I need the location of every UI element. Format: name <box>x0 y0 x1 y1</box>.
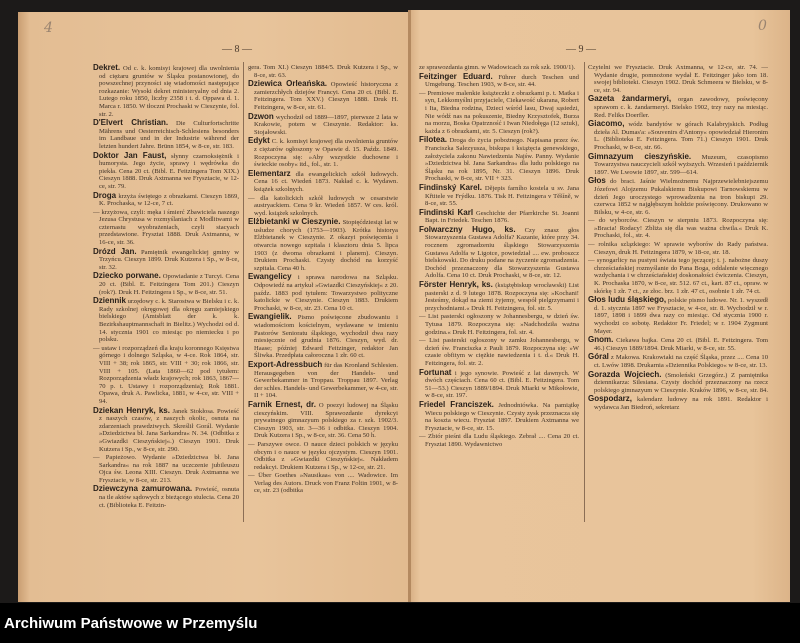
bibliography-entry <box>419 433 579 448</box>
entry-text: Od c. k. komisyi krajowej dla uwolnienia od ciężaru gruntów w Śląsku postanowionej, do powszechnej przyności się wiadomości następujące rozkazanie: Wysoki dekret ministeryalny od dnia 2. Lutego roku 1850, liczby 2358 i t. d. Oppawa d. 1. Marca r. 1850. W tłoczni Prochaski w Cieszynie, fol. str. 2. <box>99 65 239 118</box>
bibliography-entry <box>248 218 398 272</box>
entry-heading: D'Elvert Christian. <box>93 118 169 128</box>
entry-text: Droga do życia pobożnego. Napisana przez św. Franciszka Salezyusza, biskupa i książęcia genewskiego, założyciela zakonu Nawiedzenia Najśw. Panny. Wydanie »Dziedzictwa bł. Jana Sarkandra« dla ludu polskiego na Śląsku na rok 1895, Nr. 31. Cieszyn 1896. Druk Prochaski, w 8-ce, str. VII + 323. <box>425 137 579 183</box>
entry-text: für das Kronland Schlesien. Herausgegeben von der Handels- und Gewerbekammer in Troppau. Troppau 1897. Verlag der schles. Handels- und Gewerbekammer, w 4-ce, str. II + 104. <box>254 361 398 400</box>
entry-heading: Ewangelicy <box>248 272 292 282</box>
entry-text: Janek Stokłosa. Powieść z naszych czasów, z naszych okolic, osnuta na zdarzeniach prawdziwych. Skreślił Gorál. Wydanie »Dziedzictwa bł. Jana Sarkandra« N. 34. (Odbitka z »Gwiazdki Cieszyńskiej«.) Cieszyn 1901. Druk Kutzera i Sp., w 8-ce, str. 290. <box>99 407 239 453</box>
right-page-column-1 <box>419 64 579 450</box>
entry-heading: Elementarz <box>248 168 291 178</box>
entry-text: Die Culturfortschritte Mährens und Oesterreichisch-Schlesiens besonders im Landbaue und in der Industrie während der letzten hundert Jahre. Brünn 1854, w 8-ce, str. 183. <box>99 120 240 150</box>
entry-heading: Findinski Karl <box>419 207 474 217</box>
bibliography-entry <box>93 152 239 191</box>
bibliography-entry <box>588 336 768 352</box>
bibliography-entry <box>248 441 398 471</box>
entry-text: — synogarlicy na pustyni świata tego jęczącej; t. j. nabożne duszy chrześciańskiej rozmyślanie do Pana Boga, oddalenie więcznego wzdychania i w chrześciańskiej doskonałości ćwiczenia. Cieszyn, K. Prochaska 1870, w 8-ce, str. 512. 67 ct., kart. 87 ct., opraw. w skórkę 1 złr. 7 ct., ze złoc. brz. 1 złr. 47 ct., osobnie 1 złr. 74 ct. <box>588 257 768 295</box>
entry-heading: Głos ludu śląskiego, <box>588 295 667 305</box>
bibliography-entry <box>248 273 398 312</box>
bibliography-entry <box>588 371 768 395</box>
bibliography-entry <box>419 369 579 400</box>
bibliography-entry <box>419 73 579 89</box>
entry-text: — Über Goethes »Nausikaa« von .... Wadowice. Im Verlag des Autors. Druck von Franz Foltin 1901, w 8-ce, str. 23 (odbitka <box>248 472 398 495</box>
handwritten-mark-left: 4 <box>44 20 53 36</box>
entry-text: Jednodniówka. Na pamiątkę Wiecu polskiego w Cieszynie. Czysty zysk przeznacza się na koszta wiecu. Frysztat 1897. Drukiem Axtmanna we Frysztacie, w 8-ce, str. 15. <box>425 401 579 432</box>
entry-heading: Głos <box>588 176 606 186</box>
entry-text: — dla katolickich szkół ludowych w cesarstwie austryackiem. Cena 9 kr. Wiedeń 1857. W ces. król. wyd. książek szkolnych. <box>248 194 398 217</box>
entry-heading: Gorazda Wojciech. <box>588 369 662 379</box>
entry-text: Pismo poświęcone zbudowaniu i wiadomościom kościelnym, wydawane w imieniu Pastorów Senioratu śląskiego, wychodził dwa razy miesięcznie od grudnia 1876. Cieszyn, wyd. dr. Haase; później Edward Feitzinger, redaktor Jan Śliwka. Przedpłata całoroczna 1 złr. 60 ct. <box>254 314 398 360</box>
bibliography-entry <box>588 395 768 411</box>
book-spine <box>408 10 411 602</box>
bibliography-entry <box>248 64 398 79</box>
bibliography-entry <box>588 153 768 177</box>
bibliography-entry <box>248 361 398 400</box>
bibliography-entry <box>419 64 579 72</box>
entry-heading: Dziecko porwane. <box>93 271 161 281</box>
entry-text: — List pasterski ogłoszony w zamku Johannesbergu, w dzień św. Franciszka z Pauli 1879. Rozpoczyna się: »W czasie obfitym w ciężkie nawiedzenia i t. d.« Druk H. Feitzingera, fol. str. 2. <box>419 337 579 367</box>
handwritten-mark-right: 0 <box>758 18 767 34</box>
entry-heading: Gnom. <box>588 335 614 345</box>
entry-text: — List pasterski ogłoszony w Johannesbergu, w dzień św. Tytusa 1879. Rozpoczyna się: »Nadchodziła ważna godzina.« Druk H. Feitzingera, fol. str. 4. <box>419 313 579 336</box>
bibliography-entry <box>93 192 239 208</box>
entry-text: Pamiętnik ewangelickiej gminy w Trzyńcu. Cieszyn 1899. Druk Kutzera i Sp., w 8-ce, str. 32. <box>99 248 239 271</box>
bibliography-entry <box>93 209 239 247</box>
entry-heading: Droga <box>93 190 117 200</box>
entry-text: gera. Tom XI.) Cieszyn 1884/5. Druk Kutzera i Sp., w 8-ce, str. 63. <box>248 64 398 79</box>
column-rule <box>243 62 244 522</box>
bibliography-entry <box>93 119 239 150</box>
entry-text: krzyża świętego z obrazkami. Cieszyn 1869, K. Prochaska, w 12-ce, 7 ct. <box>99 192 239 208</box>
entry-text: (książębiskup wrocławski) List pasterski z d. 9 lutego 1878. Rozpoczyna się: »Kochani! Jesteśmy, dokąd na ziemi żyjemy, wespół pielgrzymami i przychodniami.« Druk H. Feitzingera, fol. str. 5. <box>425 282 579 312</box>
entry-heading: Gazeta żandarmeryi, <box>588 94 672 104</box>
bibliography-entry <box>588 177 768 216</box>
entry-text: Geschichte der Pfarrkirche St. Joanni Bapt. in Friedek. Teschen 1876. <box>425 209 580 225</box>
entry-text: Powieść, osnuta na tle aktów sądowych z bieżącego stulecia. Cena 20 ct. (Biblioteka E. Feitzin- <box>99 486 239 509</box>
bibliography-entry <box>248 170 398 194</box>
entry-text: — ustaw i rozporządzeń dla kraju koronnego Księstwa górnego i dolnego Szląska, w 4-ce. Rok 1864, str. VIII + 38; rok 1865, str. VIII + 30; rok 1866, str. VIII + 105. (Lata 1860—62 pod tytułem: Rozporządzenia władz krajowych; rok 1863, 1867—70 p. t. Ustawy i rozporządzenia); Rok 1881. Opawa, druk A. Pawlicka, 1881, w 4-ce, str. VIII + 94. <box>93 344 239 405</box>
entry-heading: Förster Henryk, ks. <box>419 280 493 290</box>
entry-text: Opowieść historyczna z zamierzchłych dziejów Francyi. Cena 20 ct. (Bibl. E. Feitzingera. Tom XXV.) Cieszyn 1888. Druk H. Feitzingera, w 8-ce, str. 61. <box>254 81 398 111</box>
bibliography-entry <box>93 407 239 454</box>
entry-heading: Elżbietanki w Cieszynie. <box>248 217 341 227</box>
page-number-right: — 9 — <box>566 44 596 55</box>
entry-text: — Parszywe owce. O nauce dzieci polskich w języku obcym i o nauce w języku ojczystym. Cieszyn 1901. Odbitka z »Gwiazdki Cieszyńskiej«. Nakładem redakcyi. Drukiem Kutzera i Sp., w 12-ce, str. 21. <box>248 440 398 471</box>
bibliography-entry <box>419 281 579 312</box>
entry-text: Opowiadanie z Turcyi. Cena 20 ct. (Bibl. E. Feitzingera Tom 201.) Cieszyn (rok?). Druk H. Feitzingera i Sp., w 8-ce, str. 51. <box>99 273 240 296</box>
bibliography-entry <box>419 401 579 432</box>
entry-heading: Feitzinger Eduard. <box>419 71 493 81</box>
bibliography-entry <box>93 272 239 296</box>
entry-heading: Dzwon <box>248 111 274 121</box>
entry-text: Stopięćdziesiąt lat w usłudze chorych (1753—1903). Krótka historya Elżbietanek w Cieszynie. Z okazyi poświęcenia i otwarcia nowego szpitala i klasztoru dnia 5. lipca 1903 (z dwoma obrazkami i planem). Cieszyn. Drukiem Prochaski. Czysty dochód na korzyść szpitala. Cena 40 h. <box>254 219 398 272</box>
bibliography-entry <box>588 296 768 335</box>
entry-text: polskie pismo ludowe. Nr. 1. wyszedł d. 1. stycznia 1897 we Frysztacie, w 4-ce, str. 8. Wychodził w r. 1897, 1898 i 1899 dwa razy co miesiąc. Od stycznia 1900 r. wychodzi co sobotę. Redaktor Fr. Friedel; w r. 1904 Zygmunt Mayer. <box>594 297 769 335</box>
entry-text: Czy znasz głos Stowarzyszenia Gustawa Adolfa? Kazanie, które przy 34. rocznem zgromadzeniu śląskiego Stowarzyszenia Gustawa Adolfa w Ligotce, powiedział .... ew. proboszcz bielskowski. Do druku podane na życzenie zgromadzenia. Dochód przeznaczony dla Stowarzyszenia Gustawa Adolfa. Cena 10 ct. Druk Prochaski, w 8-ce, str. 12. <box>425 226 579 280</box>
bibliography-entry <box>419 209 579 225</box>
entry-heading: Dziekan Henryk, ks. <box>93 405 170 415</box>
bibliography-entry <box>419 184 579 208</box>
bibliography-entry <box>248 313 398 360</box>
entry-heading: Doktor Jan Faust, <box>93 150 167 160</box>
entry-heading: Fortunat <box>419 367 452 377</box>
entry-heading: Export-Adressbuch <box>248 359 323 369</box>
entry-text: — Zbiór pieśni dla Ludu śląskiego. Zebrał .... Cena 20 ct. Frysztat 1890. Wydawnictwo <box>419 433 579 448</box>
entry-text: urzędowy c. k. Starostwa w Bielsku i c. k. Rady szkolnej okręgowej dla okręgu zamiejskiego bielskiego (Amtsblatt der k. k. Bezirkshauptmannschaft in Bielitz.) Wychodzi od d. 14. stycznia 1901 co miesiąc po niemiecku i po polsku. <box>99 298 239 344</box>
bibliography-entry <box>588 120 768 151</box>
entry-heading: Giacomo, <box>588 119 625 129</box>
entry-text: — rolnika szlązkiego: W sprawie wyborów do Rady państwa. Cieszyn, druk H. Feitzingera 1879, w 18-ce, str. 18. <box>588 241 768 256</box>
entry-text: — krzyżowa, czyli: męka i śmierć Zbawiciela naszego Jezusa Chrystusa w rozmyślaniach z Modlitwami w czternastu wyobrażeniach, czyli stacyach przedstawione. Frysztat 1888. Druk Axtmanna, w 16-ce, str. 36. <box>93 208 239 247</box>
entry-heading: Drózd Jan. <box>93 246 137 256</box>
bibliography-entry <box>588 217 768 240</box>
entry-text: Ciekawa bajka. Cena 20 ct. (Bibl. E. Feitzingera. Tom 46.) Cieszyn 1889/1894. Druk Miarki, w 8-ce, str. 55. <box>594 337 769 352</box>
entry-heading: Góral <box>588 352 609 362</box>
entry-heading: Gospodarz, <box>588 394 633 404</box>
bibliography-entry <box>93 345 239 406</box>
entry-heading: Folwarczny Hugo, ks. <box>419 224 516 234</box>
entry-text: C. k. komisyi krajowej dla uwolnienia gruntów z ciężarów ogłoszony w Opawie d. 15. Paźdz. 1849. Rozpoczyna się: »Aby wszystkie duchowne i świeckie osoby« itd., fol., str. 1. <box>254 138 398 169</box>
entry-text: i sprawa narodowa na Szląsku. Odpowiedź na artykuł »Gwiazdki Cieszyńskiej« z 20. paźdz. 1883 pod tytułem: Towarzystwo polityczne katolickie w Cieszynie. Cieszyn 1883. Drukiem Prochaski, w 8-ce, str. 23. Cena 10 ct. <box>254 274 398 312</box>
entry-text: dla ewangelickich szkół ludowych. Cena 16 ct. Wiedeń 1873. Nakład c. k. Wydawn. książek szkolnych. <box>254 170 398 193</box>
entry-text: organ zawodowy, poświęcony sprawom c. k. żandarmeryi. Bielsko 1902, trzy razy na miesiąc. Red. Feliks Doerfler. <box>594 96 768 119</box>
bibliography-entry <box>419 313 579 336</box>
entry-text: — Papieżowo. Wydanie »Dziedzictwa bł. Jana Sarkandra« na rok 1887 na uczczenie jubileuszu Ojca św. Leona XIII. Cieszyn. Druk Axtmanna we Frysztacie, w 8-ce, str. 213. <box>93 454 239 484</box>
entry-heading: Farnik Ernest, dr. <box>248 399 316 409</box>
bibliography-entry <box>248 137 398 168</box>
bibliography-entry <box>248 401 398 440</box>
entry-text: z Makowa. Krakowiaki na część Śląska, przez .... Cena 10 ct. Lwów 1898. Drukarnia »Dziennika Polskiego« w 8-ce, str. 13. <box>594 354 768 369</box>
bibliography-entry <box>93 485 239 509</box>
bibliography-entry <box>419 226 579 280</box>
entry-text: Muzeum, czasopismo Towarzystwa nauczycieli szkół wyższych. Wrzesień i październik 1897. We Lwowie 1897, str. 599—614. <box>594 153 768 176</box>
entry-text: wychodził od 1889—1897, pierwsze 2 lata w Krakowie, potem w Cieszynie. Redaktor: ks. Stojałowski. <box>254 113 398 136</box>
entry-heading: Edykt <box>248 136 270 146</box>
entry-heading: Dziewczyna zamurowana. <box>93 484 193 494</box>
left-page-column-2 <box>248 64 398 496</box>
entry-heading: Friedel Franciszek. <box>419 399 494 409</box>
entry-text: Czytelni we Frysztacie. Druk Axtmanna, w 12-ce, str. 74. — Wydanie drugie, pomnożone wydał E. Feitzinger jako tom 18. swojej biblioteki. Cieszyn 1902. Druk Schmeera w Bielsku, w 8-ce, str. 94. <box>588 64 768 94</box>
archive-footer <box>0 603 800 643</box>
bibliography-entry <box>248 472 398 495</box>
entry-heading: Dziennik <box>93 296 126 306</box>
entry-heading: Findinský Karel. <box>419 182 482 192</box>
entry-text: O poezyi ludowej na Śląsku cieszyńskim. VIII. Sprawozdanie dyrekcyi prywatnego gimnazyum polskiego za r. szk. 1902/3. Cieszyn 1903, str. 3—36 i odbitka. Cieszyn 1904. Druk Kutzera i Sp., w 8-ce, str. 36. Cena 50 h. <box>254 401 399 440</box>
entry-text: wódz bandytów w górach Kalabryjskich. Podług dzieła Al. Dumas'a: »Souvenirs d'Antony« opowiedział Hieronim L. (Biblioteka E. Feitzingera. Tom 71.) Cieszyn 1901. Druk Prochaski, w 8-ce, str. 66. <box>594 121 768 151</box>
entry-text: (Smoleński Grzegórz.) Z pamiętnika dziennikarza: Silesiana. Czysty dochód przeznaczony na rzecz polskiego gimnazyum w Cieszynie. Kraków 1896, w 8-ce, str. 84. <box>594 371 768 394</box>
bibliography-entry <box>248 80 398 111</box>
entry-heading: Dekret. <box>93 63 121 72</box>
bibliography-entry <box>93 64 239 118</box>
column-rule <box>584 62 585 522</box>
entry-heading: Ewangielik. <box>248 312 292 322</box>
entry-text: słynny czarnoksiężnik i humorysta. Jego życie, sprawy i wędrówka do piekła. Cena 20 ct. (Bibl. E. Feitzingera Tom XIX.) Cieszyn 1888. Druk Axtmanna we Frysztacie, w 12-ce, str. 79. <box>99 152 239 190</box>
entry-text: i jego synowie. Powieść z lat dawnych. W dwóch częściach. Cena 60 ct. (Bibl. E. Feitzingera. Tom 51—53.) Cieszyn 1889/1894. Druk Miarki w Mikołowie, w 8-ce, str. 197. <box>425 369 579 400</box>
bibliography-entry <box>588 353 768 369</box>
entry-text: Dějepis farního kostela u sv. Jana Křtitele ve Frýdku. 1876. Tisk H. Feitzingera v Těšíně, w 8-ce, str. 55. <box>425 184 580 208</box>
bibliography-entry <box>588 241 768 256</box>
bibliography-entry <box>93 248 239 272</box>
bibliography-entry <box>248 195 398 218</box>
entry-heading: Gimnazyum cieszyńskie. <box>588 151 692 161</box>
bibliography-entry <box>588 257 768 295</box>
entry-text: Führer durch Teschen und Umgebung. Teschen 1903, w 8-ce, str. 44. <box>425 73 579 89</box>
bibliography-entry <box>93 454 239 484</box>
bibliography-entry <box>588 95 768 119</box>
entry-text: — do wyborców. Cieszyn w sierpniu 1873. Rozpoczyna się: »Bracia! Rodacy! Zbliża się dla was ważna chwila.« Druk K. Prochaski, fol., str. 4. <box>588 217 768 240</box>
entry-text: — Premiowe malenkie książeczki z obrazkami p. t. Matka i syn, Lekkomyślni przyjaciele, Ciekawość ukarana, Robert i Ita, Biedna rodzina, Dzieci wśród lasu, Dwaj sąsiedzi, Nie wódź nas na pokuszenie, Biedny Krzysztofek, Burza na morzu, Boska Opatrzność i Iwan Niedołęga (12 sztuk), każda z 6 obrazkami, str. 5. Cieszyn (rok?). <box>419 89 579 135</box>
bibliography-entry <box>588 64 768 94</box>
bibliography-entry <box>419 337 579 367</box>
entry-heading: Dziewica Orleańska. <box>248 79 328 89</box>
bibliography-entry <box>419 136 579 183</box>
archive-name: Archiwum Państwowe w Przemyślu <box>4 615 258 632</box>
bibliography-entry <box>248 113 398 137</box>
entry-heading: Filotea. <box>419 135 448 145</box>
entry-text: do braci. Jaśnie Wielmożnemu Najprzewielebniejszemu Józefowi Alojzemu Pukalskiemu Biskupowi Tarnowskiemu w dzień Jego uroczystego wprowadzenia na tron biskupi 29. czerwca 1852 w najgłębszym hołdzie poświęcony. Drukowano w Bilsku, w 4-ce, str. 6. <box>594 178 768 216</box>
bibliography-entry <box>93 297 239 344</box>
entry-text: kalendarz ludowy na rok 1891. Redaktor i wydawca Jan Biedroń, sekretarz <box>594 396 768 411</box>
left-page-column-1 <box>93 64 239 510</box>
entry-text: ze sprawozdania gimn. w Wadowicach za rok szk. 1900/1). <box>419 64 576 71</box>
bibliography-entry <box>419 90 579 136</box>
page-number-left: — 8 — <box>222 44 252 55</box>
right-page-column-2 <box>588 64 768 413</box>
